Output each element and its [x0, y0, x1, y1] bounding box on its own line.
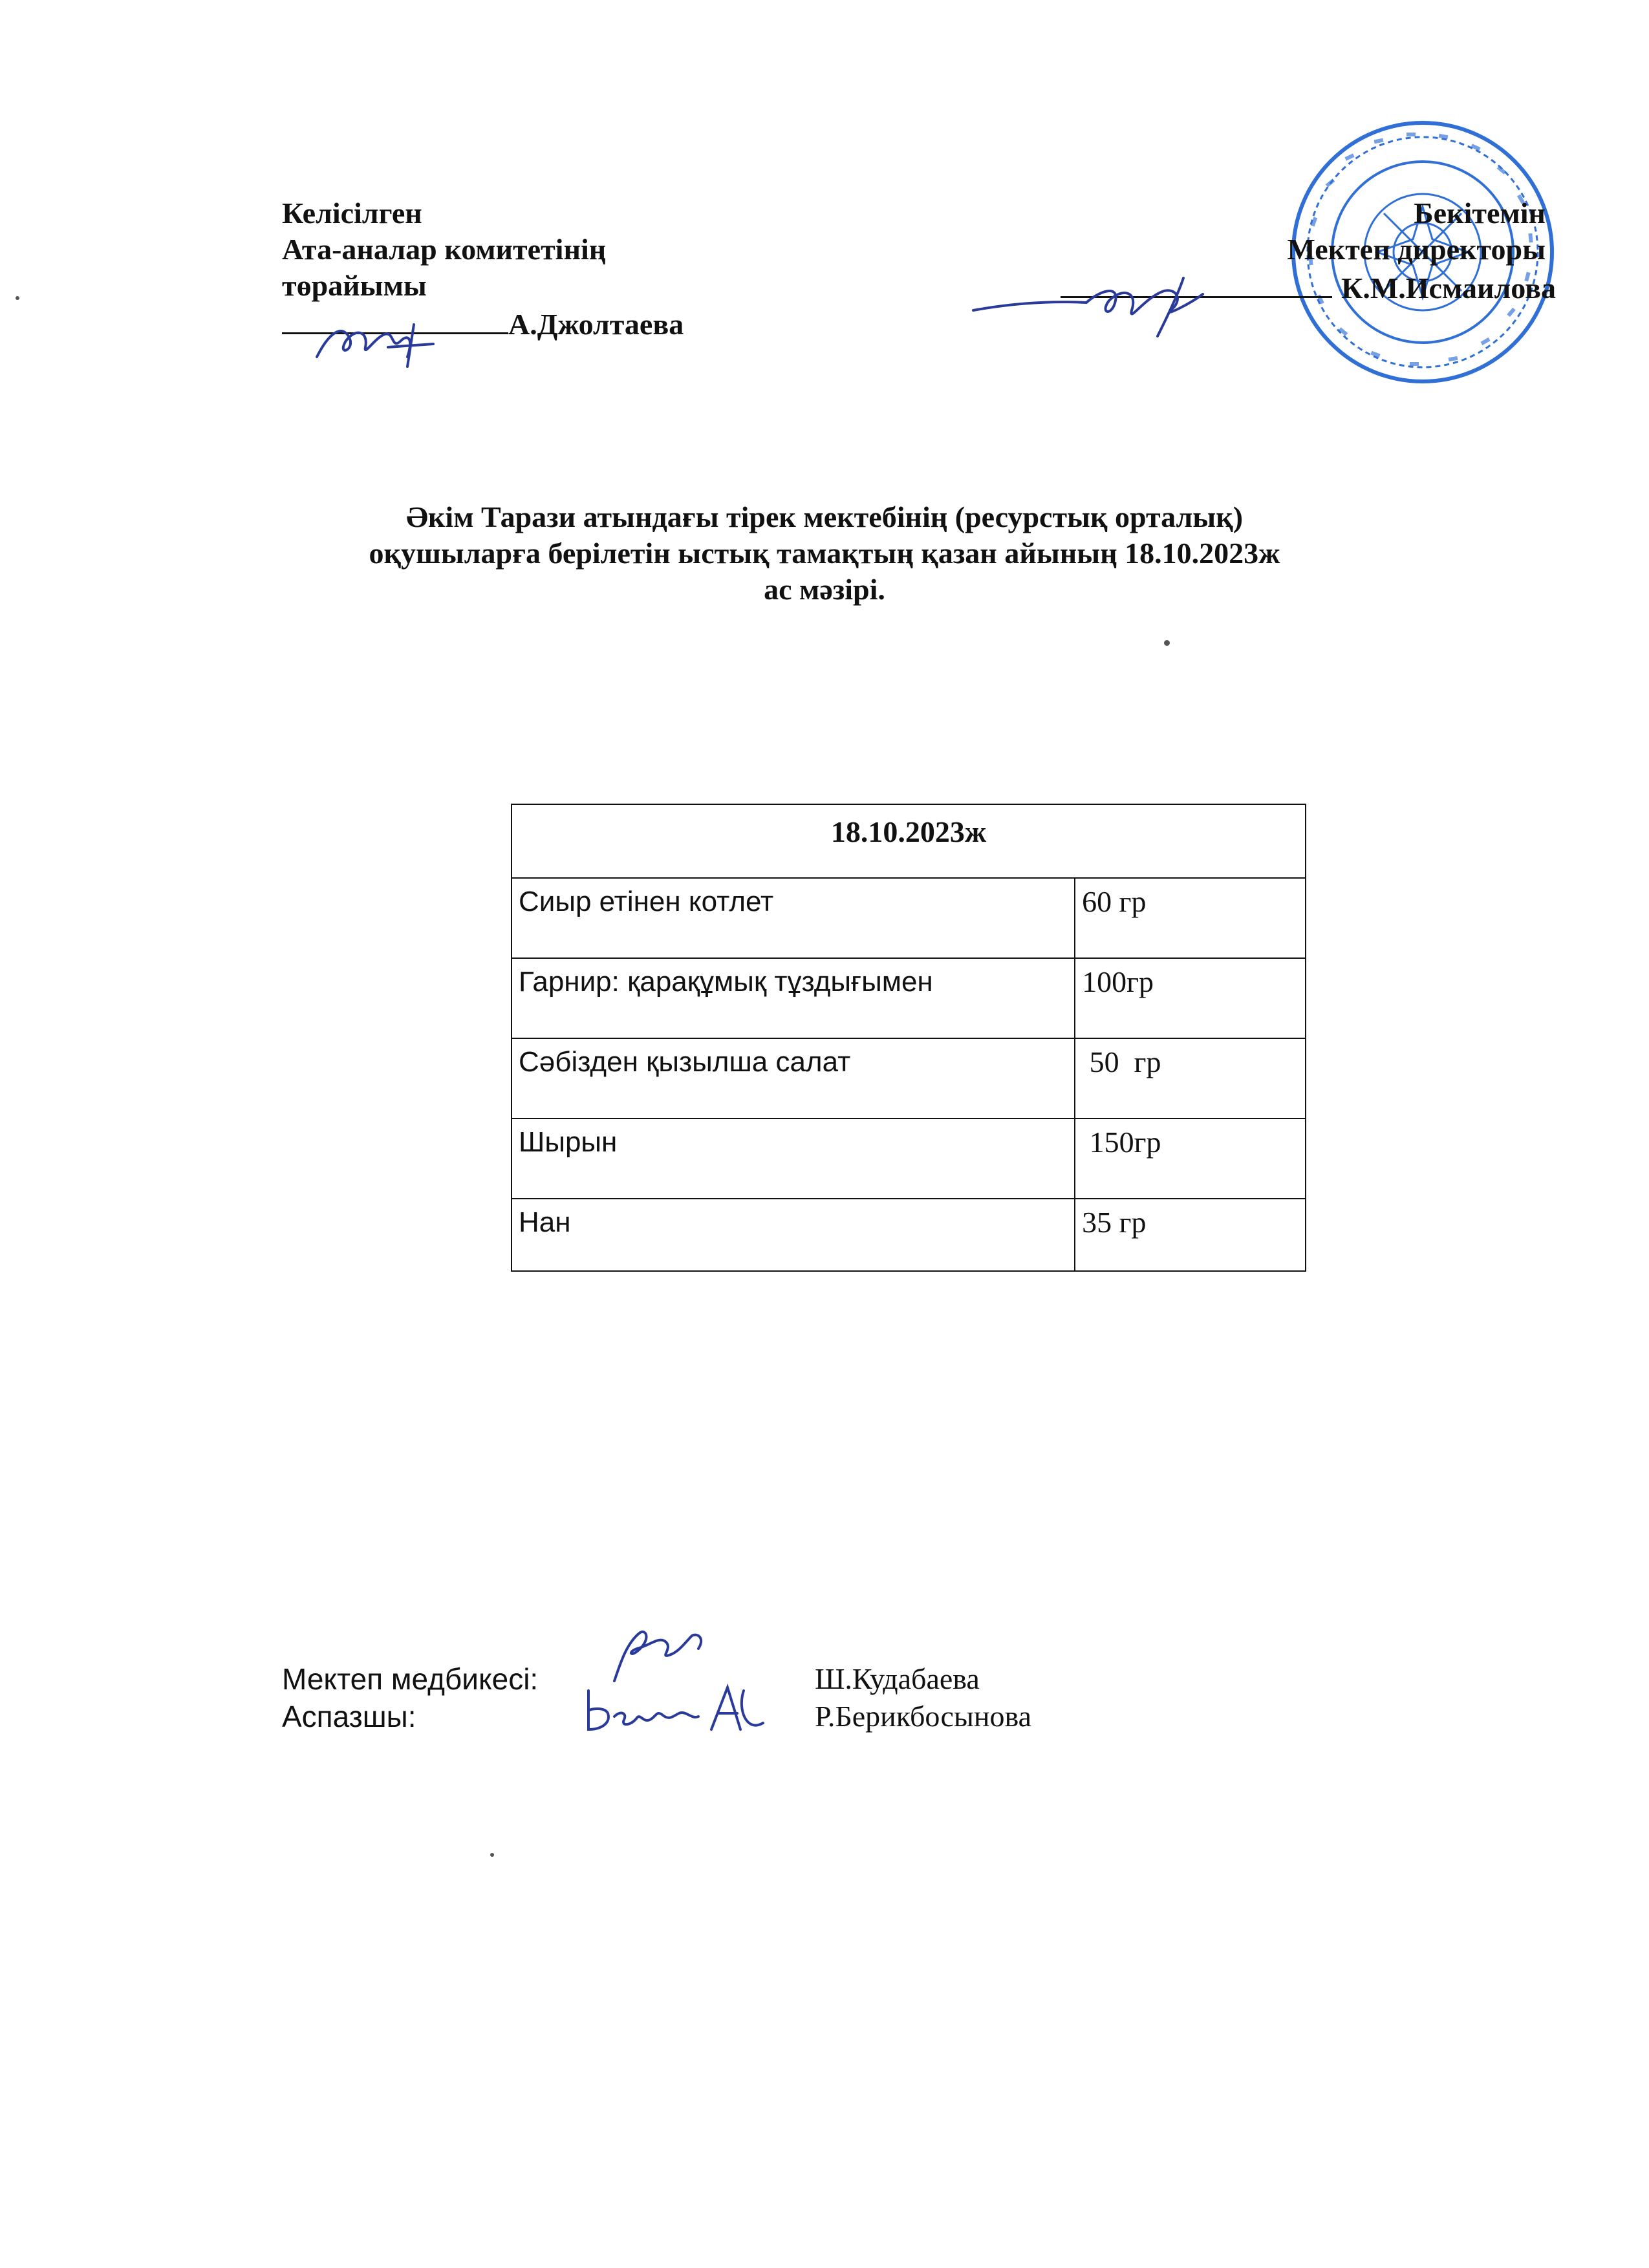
menu-item-name: Нан	[512, 1199, 1075, 1271]
scan-dot	[1164, 640, 1170, 646]
table-row	[512, 958, 1306, 1038]
approval-left-line2: Ата-аналар комитетінің	[282, 233, 607, 266]
menu-item-qty: 150гр	[1075, 1118, 1306, 1199]
menu-item-name: Сәбізден қызылша салат	[512, 1038, 1075, 1118]
table-header-row	[512, 804, 1306, 878]
menu-item-name: Сиыр етінен котлет	[512, 878, 1075, 958]
title-line2: оқушыларға берілетін ыстық тамақтың қазан айының 18.10.2023ж	[369, 537, 1280, 570]
approval-right-name: К.М.Исмаилова	[1341, 272, 1556, 305]
menu-date-header: 18.10.2023ж	[512, 804, 1306, 878]
table-row	[512, 878, 1306, 958]
title-line1: Әкім Тарази атындағы тірек мектебінің (ресурстық орталық)	[405, 500, 1244, 533]
scan-dot	[490, 1853, 494, 1857]
table-row	[512, 1199, 1306, 1271]
menu-table	[511, 804, 1306, 1272]
signature-cook-icon	[582, 1678, 770, 1742]
document-title	[194, 499, 1455, 608]
signature-right-icon	[970, 272, 1242, 343]
approval-left-line1: Келісілген	[282, 197, 422, 230]
nurse-role: Мектеп медбикесі:	[282, 1662, 539, 1696]
table-row	[512, 1038, 1306, 1118]
menu-item-name: Гарнир: қарақұмық тұздығымен	[512, 958, 1075, 1038]
approval-right-line1: Бекітемін	[1414, 197, 1546, 230]
approval-left-name: А.Джолтаева	[508, 308, 684, 341]
menu-item-qty: 60 гр	[1075, 878, 1306, 958]
title-line3: ас мәзірі.	[764, 573, 885, 606]
signature-left-icon	[310, 318, 440, 370]
cook-role: Аспазшы:	[282, 1700, 416, 1733]
cook-name: Р.Берикбосынова	[815, 1700, 1032, 1733]
menu-item-qty: 50 гр	[1075, 1038, 1306, 1118]
table-row	[512, 1118, 1306, 1199]
approval-right-line2: Мектеп директоры	[1287, 233, 1546, 266]
nurse-name: Ш.Кудабаева	[815, 1662, 980, 1695]
approval-left-line3: төрайымы	[282, 269, 427, 302]
menu-item-qty: 100гр	[1075, 958, 1306, 1038]
menu-item-name: Шырын	[512, 1118, 1075, 1199]
menu-item-qty: 35 гр	[1075, 1199, 1306, 1271]
scan-dot	[16, 296, 19, 300]
